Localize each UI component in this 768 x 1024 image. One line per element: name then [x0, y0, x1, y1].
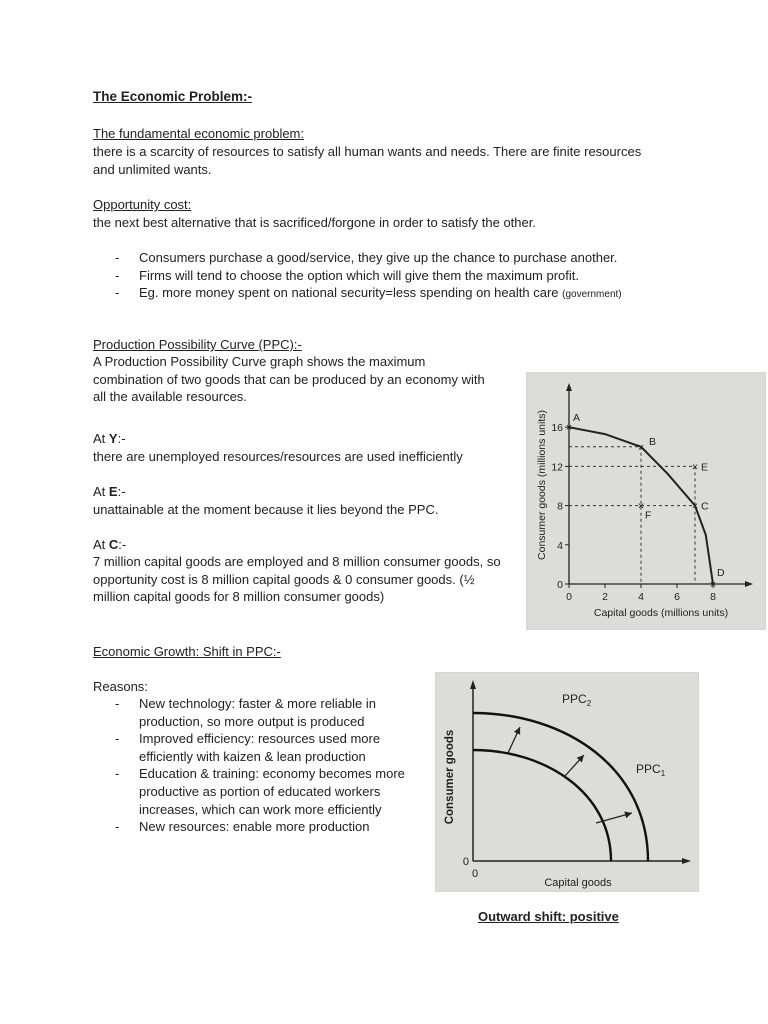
point-label: B	[649, 435, 657, 448]
x-tick-label: 4	[638, 591, 644, 603]
point-marker: ×	[691, 500, 699, 513]
ppc-shift-chart-svg	[436, 673, 698, 891]
y-tick-label: 4	[557, 539, 563, 552]
point-marker: ×	[637, 441, 645, 454]
point-marker: ×	[565, 422, 573, 435]
opportunity-bullet: - Eg. more money spent on national security=less spending on health care (government)	[93, 284, 713, 304]
point-label: D	[717, 567, 725, 579]
point-label: A	[573, 412, 581, 425]
government-note: (government)	[562, 289, 622, 301]
opportunity-bullet: - Consumers purchase a good/service, they give up the chance to purchase another.	[93, 249, 713, 267]
opportunity-heading: Opportunity cost:	[93, 197, 192, 212]
at-e-heading: At E:-	[93, 484, 126, 499]
reasons-label: Reasons:	[93, 679, 148, 694]
reason-item: - New technology: faster & more reliable in production, so more output is produced	[93, 695, 413, 730]
y-axis-label: Consumer goods	[444, 729, 456, 825]
at-c-heading: At C:-	[93, 537, 127, 552]
at-c-text: 7 million capital goods are employed and 8 million consumer goods, so opportunity cost is 8 million capital goods & 0 consumer goods. (½ million capital goods for 8 million consumer goods)	[93, 554, 501, 605]
x-tick-label: 6	[674, 591, 680, 603]
at-y-text: there are unemployed resources/resources are used inefficiently	[93, 449, 463, 464]
point-label: E	[701, 461, 709, 474]
series-name: PPC	[636, 762, 661, 776]
series-subscript: 1	[660, 769, 666, 778]
opportunity-bullet: - Firms will tend to choose the option which will give them the maximum profit.	[93, 267, 713, 285]
origin-y-label: 0	[462, 856, 469, 868]
x-axis-label: Capital goods	[544, 877, 612, 889]
ppc-heading: Production Possibility Curve (PPC):-	[93, 337, 302, 352]
ppc-text: A Production Possibility Curve graph shows the maximum combination of two goods that can be produced by an economy with all the available resources.	[93, 354, 485, 405]
reason-item: - Education & training: economy becomes more productive as portion of educated workers increases, which can work more efficiently	[93, 765, 413, 818]
ppc-chart	[526, 372, 766, 630]
y-tick-label: 16	[551, 422, 563, 435]
point-marker: ×	[691, 461, 699, 474]
fundamental-text: there is a scarcity of resources to satisfy all human wants and needs. There are finite resources and unlimited wants.	[93, 144, 642, 177]
x-tick-label: 2	[602, 591, 608, 603]
at-y-heading: At Y:-	[93, 431, 126, 446]
x-axis-label: Capital goods (millions units)	[593, 607, 729, 619]
point-label: F	[645, 509, 652, 522]
y-axis-label: Consumer goods (millions units)	[536, 410, 548, 560]
page-title: The Economic Problem:-	[93, 89, 253, 104]
point-marker: ×	[637, 500, 645, 513]
ppc-chart-svg	[527, 373, 765, 629]
shift-caption: Outward shift: positive	[478, 909, 619, 924]
y-tick-label: 0	[557, 579, 563, 591]
at-e-text: unattainable at the moment because it lies beyond the PPC.	[93, 502, 439, 517]
series-name: PPC	[562, 692, 587, 706]
fundamental-heading: The fundamental economic problem:	[93, 126, 305, 141]
y-tick-label: 8	[557, 500, 563, 513]
opportunity-bullets	[93, 249, 713, 304]
reason-item: - Improved efficiency: resources used more efficiently with kaizen & lean production	[93, 730, 413, 765]
ppc-shift-chart	[435, 672, 699, 892]
y-tick-label: 12	[551, 461, 563, 474]
origin-x-label: 0	[471, 868, 479, 880]
series-subscript: 2	[586, 699, 592, 708]
reasons-list	[93, 695, 413, 836]
opportunity-text: the next best alternative that is sacrificed/forgone in order to satisfy the other.	[93, 215, 536, 230]
x-tick-label: 8	[710, 591, 716, 603]
point-label: C	[701, 500, 709, 513]
growth-heading: Economic Growth: Shift in PPC:-	[93, 644, 281, 659]
reason-item: - New resources: enable more production	[93, 818, 413, 836]
point-marker: ×	[709, 579, 717, 591]
x-tick-label: 0	[566, 591, 572, 603]
